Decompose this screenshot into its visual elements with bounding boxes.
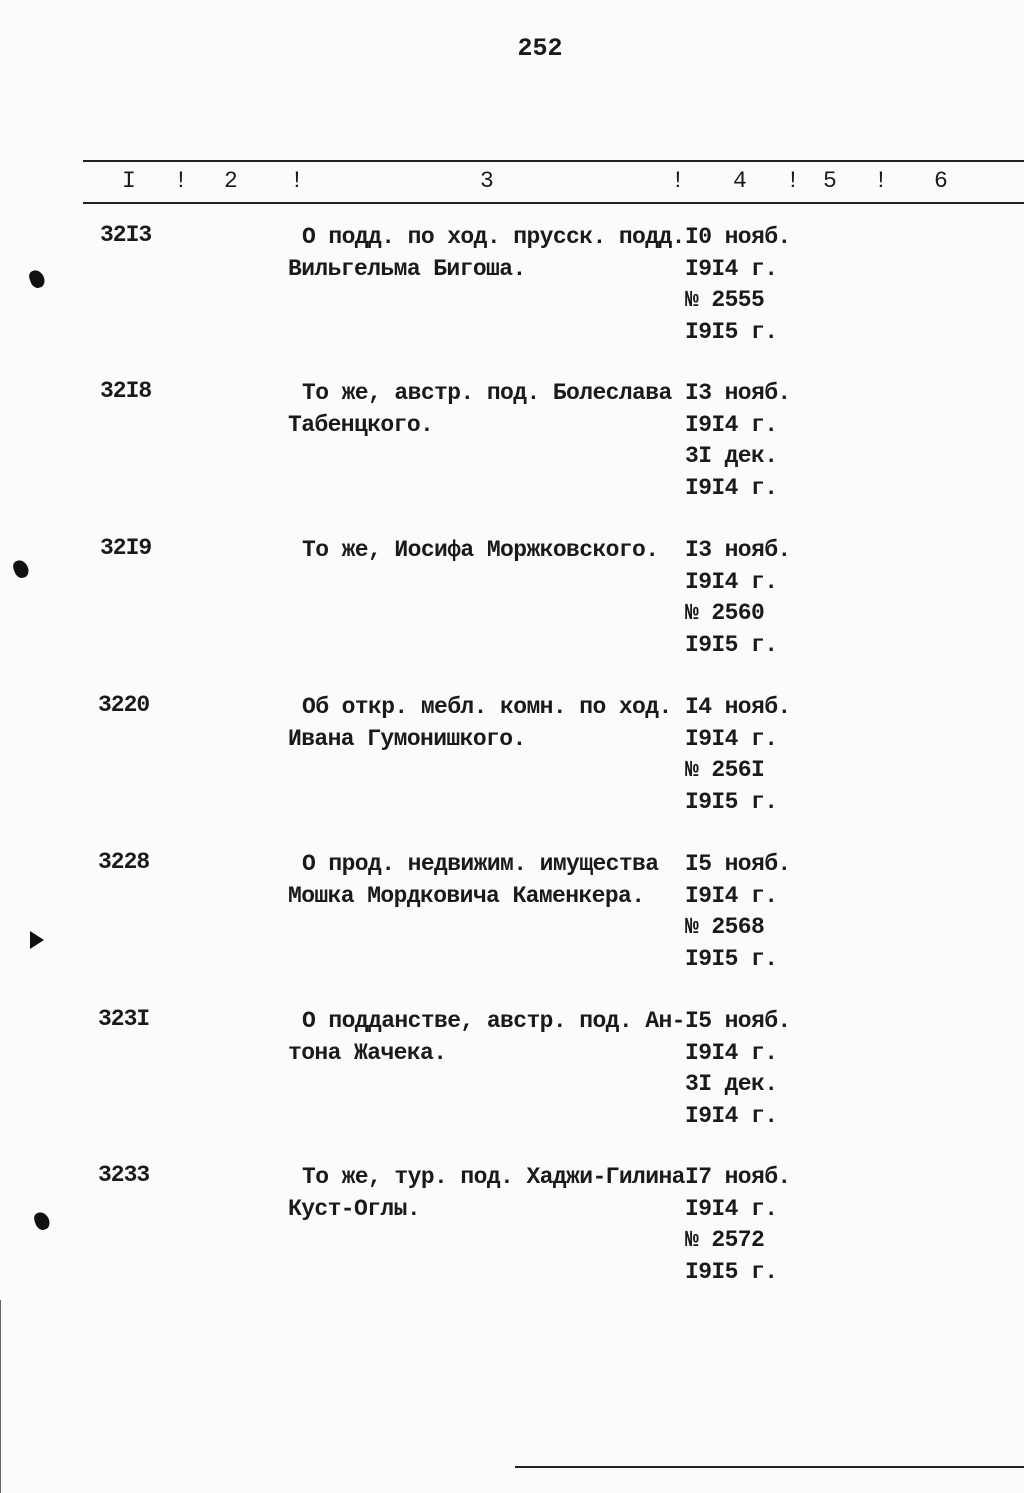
description-line: О подд. по ход. прусск. подд. bbox=[302, 224, 685, 250]
date-line: I3 нояб. bbox=[685, 380, 791, 406]
date-line: № 256I bbox=[685, 757, 765, 783]
binding-hole-mark bbox=[30, 931, 44, 949]
table-header-rule bbox=[83, 202, 1024, 204]
entry-number: 3220 bbox=[98, 692, 150, 718]
binding-hole-mark bbox=[32, 1210, 51, 1232]
entry-number: 323I bbox=[98, 1006, 150, 1032]
date-line: № 2560 bbox=[685, 600, 765, 626]
column-header-2: 2 bbox=[224, 168, 238, 194]
entry-dates bbox=[685, 849, 791, 975]
date-line: № 2568 bbox=[685, 914, 765, 940]
date-line: I9I4 г. bbox=[685, 725, 778, 752]
entry-number: 3228 bbox=[98, 849, 150, 875]
column-header-6: 6 bbox=[934, 168, 948, 194]
date-line: I9I5 г. bbox=[685, 631, 778, 658]
entry-number: 3233 bbox=[98, 1162, 150, 1188]
description-line: Ивана Гумонишкого. bbox=[288, 725, 526, 752]
description-line: То же, Иосифа Моржковского. bbox=[302, 537, 659, 563]
date-line: I9I4 г. bbox=[685, 255, 778, 282]
entry-dates bbox=[685, 535, 791, 661]
date-line: I7 нояб. bbox=[685, 1164, 791, 1190]
date-line: I4 нояб. bbox=[685, 694, 791, 720]
column-header-5: 5 bbox=[823, 168, 837, 194]
entry-number: 32I3 bbox=[100, 222, 152, 248]
description-line: То же, австр. под. Болеслава bbox=[302, 380, 672, 406]
date-line: I9I4 г. bbox=[685, 411, 778, 438]
date-line: I3 нояб. bbox=[685, 537, 791, 563]
description-line: О прод. недвижим. имущества bbox=[302, 851, 659, 877]
entry-description bbox=[288, 1162, 688, 1225]
column-header-1: I bbox=[122, 168, 136, 194]
entry-description bbox=[288, 1006, 688, 1069]
date-line: № 2555 bbox=[685, 287, 765, 313]
column-header-4: 4 bbox=[733, 168, 747, 194]
entry-number: 32I9 bbox=[100, 535, 152, 561]
page-number: 252 bbox=[517, 34, 563, 63]
date-line: I9I4 г. bbox=[685, 1102, 778, 1129]
description-line: Мошка Мордковича Каменкера. bbox=[288, 882, 645, 909]
column-header-3: 3 bbox=[480, 168, 494, 194]
description-line: Табенцкого. bbox=[288, 411, 434, 438]
date-line: I9I5 г. bbox=[685, 318, 778, 345]
description-line: тона Жачека. bbox=[288, 1039, 447, 1066]
description-line: Вильгельма Бигоша. bbox=[288, 255, 526, 282]
column-separator: ! bbox=[174, 168, 188, 194]
date-line: I0 нояб. bbox=[685, 224, 791, 250]
date-line: I5 нояб. bbox=[685, 1008, 791, 1034]
date-line: I9I4 г. bbox=[685, 1039, 778, 1066]
description-line: Об откр. мебл. комн. по ход. bbox=[302, 694, 672, 720]
column-separator: ! bbox=[874, 168, 888, 194]
entry-number: 32I8 bbox=[100, 378, 152, 404]
entry-description bbox=[288, 378, 688, 441]
date-line: I9I5 г. bbox=[685, 945, 778, 972]
date-line: 3I дек. bbox=[685, 1071, 778, 1097]
table-top-rule bbox=[83, 160, 1024, 162]
column-separator: ! bbox=[290, 168, 304, 194]
date-line: I9I4 г. bbox=[685, 568, 778, 595]
entry-description bbox=[288, 535, 688, 567]
binding-hole-mark bbox=[27, 268, 46, 290]
entry-dates bbox=[685, 1006, 791, 1132]
entry-description bbox=[288, 849, 688, 912]
description-line: Куст-Оглы. bbox=[288, 1195, 421, 1222]
date-line: I9I4 г. bbox=[685, 882, 778, 909]
description-line: О подданстве, австр. под. Ан- bbox=[302, 1008, 685, 1034]
binding-hole-mark bbox=[11, 558, 30, 580]
entry-dates bbox=[685, 1162, 791, 1288]
date-line: I9I5 г. bbox=[685, 788, 778, 815]
date-line: I9I4 г. bbox=[685, 474, 778, 501]
entry-description bbox=[288, 692, 688, 755]
date-line: № 2572 bbox=[685, 1227, 765, 1253]
page-edge-line bbox=[0, 1300, 1, 1493]
column-separator: ! bbox=[786, 168, 800, 194]
bottom-rule bbox=[515, 1466, 1024, 1468]
date-line: I9I5 г. bbox=[685, 1258, 778, 1285]
entry-dates bbox=[685, 692, 791, 818]
entry-dates bbox=[685, 222, 791, 348]
description-line: То же, тур. под. Хаджи-Гилина bbox=[302, 1164, 685, 1190]
date-line: I5 нояб. bbox=[685, 851, 791, 877]
column-separator: ! bbox=[671, 168, 685, 194]
date-line: I9I4 г. bbox=[685, 1195, 778, 1222]
date-line: 3I дек. bbox=[685, 443, 778, 469]
entry-dates bbox=[685, 378, 791, 504]
entry-description bbox=[288, 222, 688, 285]
